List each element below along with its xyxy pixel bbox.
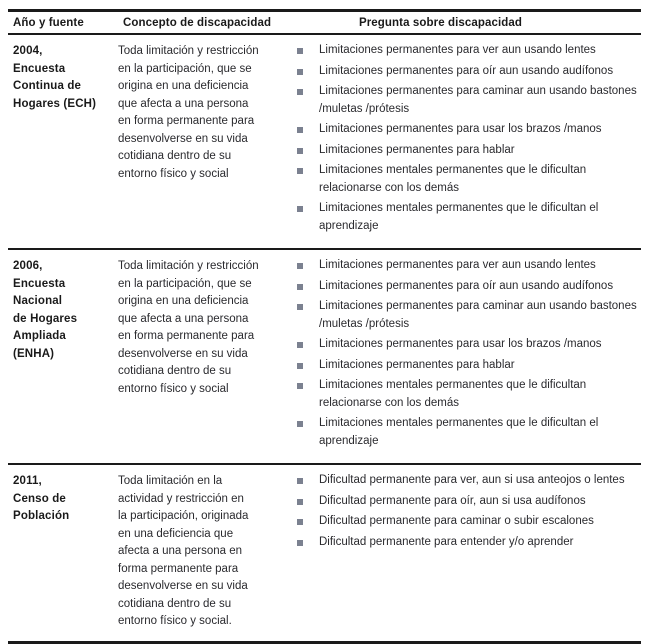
concept-line: cotidiana dentro de su — [118, 597, 232, 610]
year-source-line: Hogares (ECH) — [13, 97, 97, 110]
cell-concept — [118, 465, 293, 641]
question-text: Dificultad permanente para caminar o subir escalones — [319, 515, 594, 527]
square-bullet-icon — [297, 168, 303, 174]
question-text: Limitaciones permanentes para caminar aun usando bastones /muletas /prótesis — [319, 300, 637, 330]
square-bullet-icon — [297, 499, 303, 505]
year-source-line: 2004, — [13, 45, 43, 57]
table-row — [8, 35, 641, 248]
year-source-line: Ampliada — [13, 330, 66, 342]
square-bullet-icon — [297, 148, 303, 154]
square-bullet-icon — [297, 206, 303, 212]
list-item — [293, 278, 641, 296]
column-header-concept: Concepto de discapacidad — [123, 16, 272, 29]
list-item — [293, 162, 641, 197]
list-item — [293, 415, 641, 450]
list-item — [293, 200, 641, 235]
year-source-line: de Hogares — [13, 312, 78, 325]
cell-question — [293, 465, 641, 564]
concept-line: forma permanente para — [118, 562, 239, 575]
question-list — [293, 257, 641, 450]
question-text: Limitaciones permanentes para usar los brazos /manos — [319, 123, 602, 135]
square-bullet-icon — [297, 383, 303, 389]
square-bullet-icon — [297, 48, 303, 54]
question-text: Limitaciones permanentes para oír aun usando audífonos — [319, 64, 614, 77]
question-text: Limitaciones mentales permanentes que le dificultan relacionarse con los demás — [319, 379, 587, 409]
question-text: Limitaciones permanentes para hablar — [319, 358, 515, 371]
square-bullet-icon — [297, 540, 303, 546]
cell-question — [293, 250, 641, 463]
question-list — [293, 472, 641, 551]
concept-line: que afecta a una persona — [118, 97, 249, 110]
concept-line: origina en una deficiencia — [118, 80, 249, 92]
question-text: Limitaciones permanentes para ver aun usando lentes — [319, 259, 596, 271]
concept-line: en forma permanente para — [118, 115, 255, 127]
concept-line: afecta a una persona en — [118, 545, 243, 557]
question-text: Limitaciones mentales permanentes que le dificultan el aprendizaje — [319, 202, 599, 232]
year-source-line: Continua de — [13, 80, 82, 92]
list-item — [293, 357, 641, 375]
concept-line: desenvolverse en su vida — [118, 580, 248, 592]
concept-line: entorno físico y social — [118, 382, 229, 395]
concept-line: en la participación, que se — [118, 277, 252, 290]
concept-line: en una deficiencia que — [118, 527, 234, 540]
question-text: Limitaciones mentales permanentes que le dificultan el aprendizaje — [319, 417, 599, 447]
question-text: Limitaciones permanentes para usar los brazos /manos — [319, 338, 602, 350]
concept-line: entorno físico y social — [118, 167, 229, 180]
concept-line: la participación, originada — [118, 510, 249, 522]
square-bullet-icon — [297, 89, 303, 95]
concept-line: origina en una deficiencia — [118, 295, 249, 307]
cell-year-source — [8, 35, 118, 123]
list-item — [293, 472, 641, 490]
list-item — [293, 83, 641, 118]
concept-line: que afecta a una persona — [118, 312, 249, 325]
cell-question — [293, 35, 641, 248]
year-source-line: Censo de — [13, 492, 66, 505]
year-source-line: Encuesta — [13, 62, 66, 75]
concept-line: entorno físico y social. — [118, 615, 232, 627]
year-source-line: Encuesta — [13, 277, 66, 290]
year-source-line: 2011, — [13, 475, 42, 487]
list-item — [293, 377, 641, 412]
concept-line: desenvolverse en su vida — [118, 132, 248, 145]
square-bullet-icon — [297, 519, 303, 525]
question-text: Limitaciones permanentes para ver aun usando lentes — [319, 44, 596, 56]
list-item — [293, 336, 641, 354]
question-text: Dificultad permanente para entender y/o aprender — [319, 535, 574, 548]
list-item — [293, 534, 641, 552]
concept-line: cotidiana dentro de su — [118, 150, 232, 162]
concept-line: Toda limitación y restricción — [118, 260, 259, 272]
table-header-row — [8, 12, 641, 33]
list-item — [293, 63, 641, 81]
table-row — [8, 465, 641, 641]
list-item — [293, 257, 641, 275]
cell-concept — [118, 250, 293, 408]
year-source-line: Población — [13, 510, 70, 522]
year-source-line: Nacional — [13, 295, 63, 307]
square-bullet-icon — [297, 478, 303, 484]
year-source-line: 2006, — [13, 260, 43, 272]
concept-line: Toda limitación en la — [118, 475, 223, 487]
table-bottom-rule — [8, 641, 641, 644]
column-header-year-source: Año y fuente — [13, 16, 84, 29]
concept-line: en la participación, que se — [118, 62, 252, 75]
cell-year-source — [8, 250, 118, 373]
square-bullet-icon — [297, 304, 303, 310]
question-text: Limitaciones mentales permanentes que le dificultan relacionarse con los demás — [319, 164, 587, 194]
cell-year-source — [8, 465, 118, 536]
square-bullet-icon — [297, 363, 303, 369]
question-text: Limitaciones permanentes para oír aun usando audífonos — [319, 279, 614, 292]
question-text: Limitaciones permanentes para hablar — [319, 143, 515, 156]
list-item — [293, 513, 641, 531]
question-text: Dificultad permanente para ver, aun si usa anteojos o lentes — [319, 474, 625, 486]
cell-concept — [118, 35, 293, 193]
year-source-line: (ENHA) — [13, 347, 55, 360]
list-item — [293, 298, 641, 333]
question-text: Dificultad permanente para oír, aun si usa audífonos — [319, 494, 586, 507]
square-bullet-icon — [297, 421, 303, 427]
concept-line: Toda limitación y restricción — [118, 45, 259, 57]
disability-definitions-table — [8, 9, 641, 644]
square-bullet-icon — [297, 127, 303, 133]
concept-line: desenvolverse en su vida — [118, 347, 248, 360]
question-text: Limitaciones permanentes para caminar aun usando bastones /muletas /prótesis — [319, 85, 637, 115]
column-header-question: Pregunta sobre discapacidad — [358, 16, 523, 29]
list-item — [293, 493, 641, 511]
concept-line: cotidiana dentro de su — [118, 365, 232, 377]
list-item — [293, 121, 641, 139]
list-item — [293, 42, 641, 60]
square-bullet-icon — [297, 284, 303, 290]
list-item — [293, 142, 641, 160]
square-bullet-icon — [297, 69, 303, 75]
square-bullet-icon — [297, 342, 303, 348]
concept-line: en forma permanente para — [118, 330, 255, 342]
question-list — [293, 42, 641, 235]
concept-line: actividad y restricción en — [118, 492, 244, 505]
square-bullet-icon — [297, 263, 303, 269]
table-row — [8, 250, 641, 463]
